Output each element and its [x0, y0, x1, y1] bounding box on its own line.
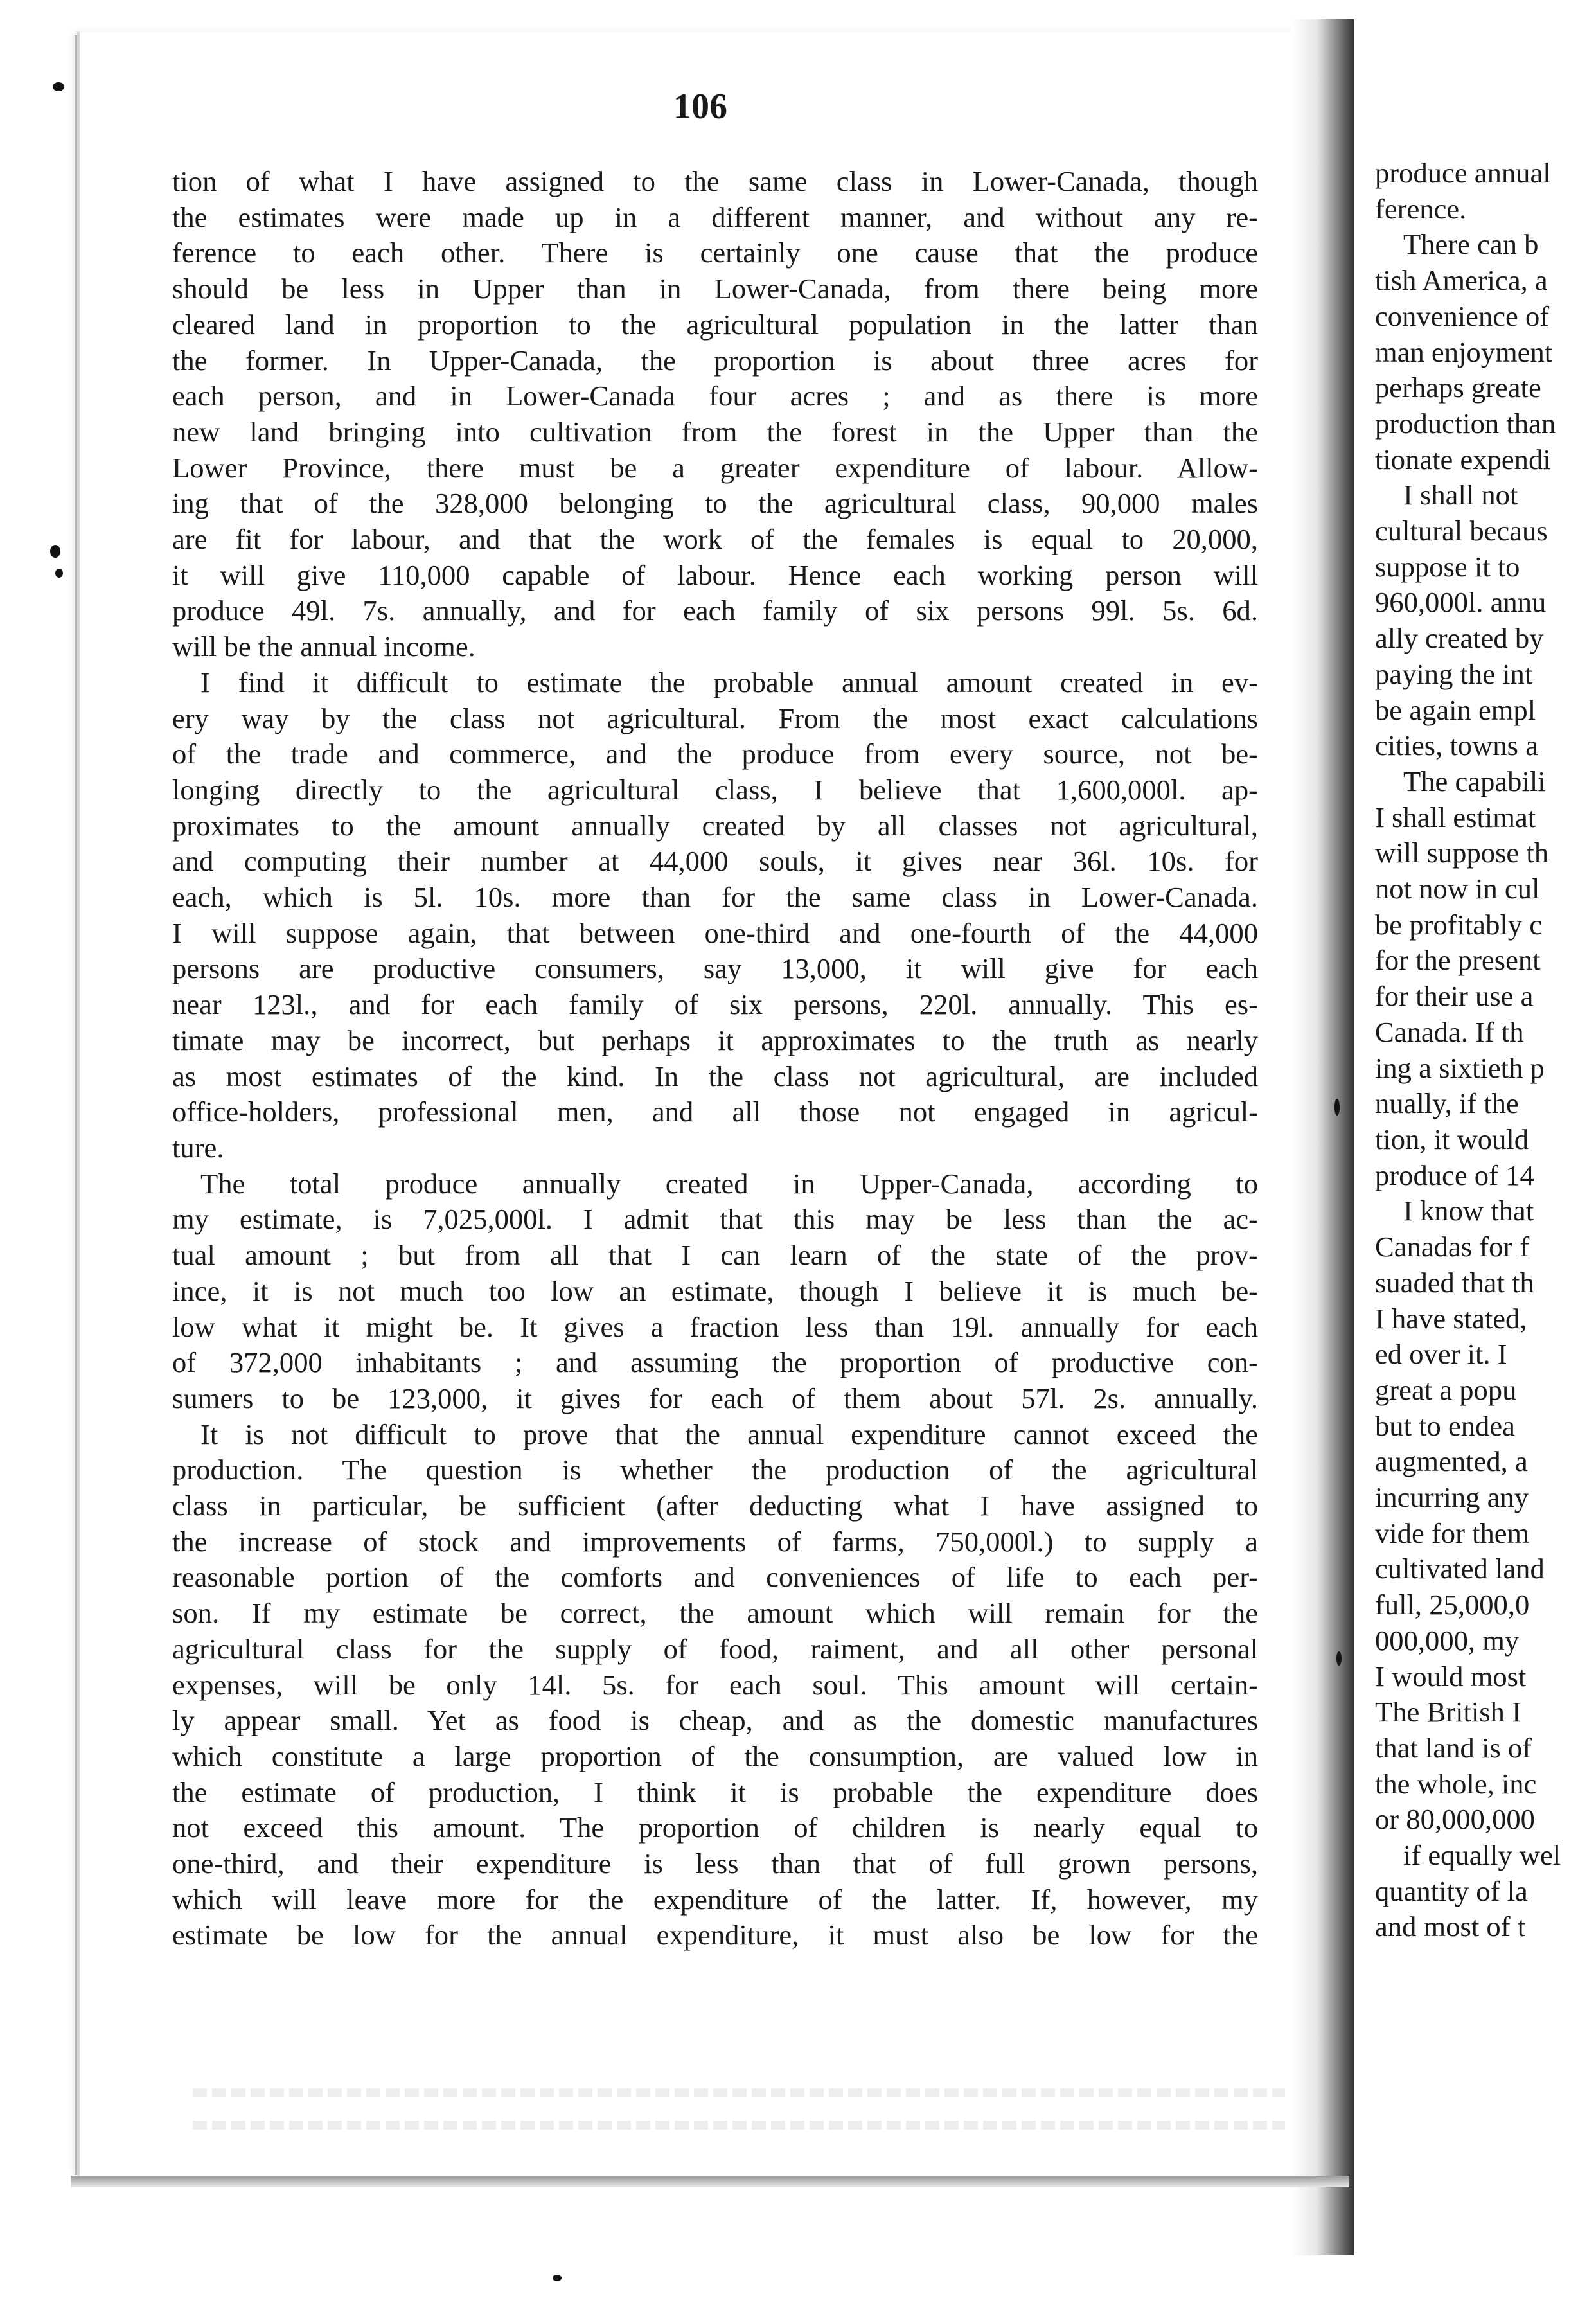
text-line: The capabili — [1403, 765, 1546, 797]
text-line: the whole, inc — [1375, 1767, 1537, 1800]
text-line: perhaps greate — [1375, 371, 1541, 404]
text-line: near 123l., and for each family of six persons, 220l. annually. This es- — [172, 988, 1258, 1021]
text-line: ince, it is not much too low an estimate, though I believe it is much be- — [172, 1274, 1258, 1307]
ink-speck — [1336, 1651, 1342, 1666]
text-line: of 372,000 inhabitants ; and assuming the proportion of productive con- — [172, 1346, 1258, 1379]
text-line: or 80,000,000 — [1375, 1803, 1535, 1836]
text-line: one-third, and their expenditure is less than that of full grown persons, — [172, 1847, 1258, 1880]
text-line: tish America, a — [1375, 264, 1548, 297]
text-line: convenience of — [1375, 299, 1550, 332]
right-page-body-text — [1375, 156, 1596, 1945]
text-line: class in particular, be sufficient (after deducting what I have assigned to — [172, 1489, 1258, 1522]
text-line: Lower Province, there must be a greater expenditure of labour. Allow- — [172, 451, 1258, 484]
text-line: proximates to the amount annually created by all classes not agricultural, — [172, 809, 1258, 842]
page-number: 106 — [673, 87, 727, 127]
text-line: son. If my estimate be correct, the amount which will remain for the — [172, 1597, 1258, 1630]
text-line: I will suppose again, that between one-third and one-fourth of the 44,000 — [172, 916, 1258, 949]
text-line: 960,000l. annu — [1375, 586, 1547, 619]
text-line: produce 49l. 7s. annually, and for each family of six persons 99l. 5s. 6d. — [172, 594, 1258, 627]
text-line: production than — [1375, 407, 1556, 440]
text-line: I have stated, — [1375, 1302, 1527, 1335]
text-line: will suppose th — [1375, 837, 1549, 869]
text-line: estimate be low for the annual expenditure, it must also be low for the — [172, 1919, 1258, 1952]
text-line: office-holders, professional men, and all those not engaged in agricul- — [172, 1096, 1258, 1128]
text-line: produce annual — [1375, 157, 1551, 189]
text-line: cities, towns a — [1375, 729, 1538, 762]
text-line: ery way by the class not agricultural. From the most exact calculations — [172, 702, 1258, 734]
text-line: each, which is 5l. 10s. more than for the same class in Lower-Canada. — [172, 881, 1258, 914]
text-line: production. The question is whether the production of the agricultural — [172, 1454, 1258, 1486]
text-line: I would most — [1375, 1660, 1527, 1693]
text-line: for the present — [1375, 944, 1541, 977]
text-line: man enjoyment — [1375, 335, 1553, 368]
text-line: tion, it would — [1375, 1123, 1529, 1155]
text-line: will be the annual income. — [172, 630, 475, 663]
text-line: ference. — [1375, 192, 1467, 225]
text-line: nually, if the — [1375, 1087, 1519, 1120]
book-gutter — [1291, 19, 1356, 2255]
text-line: Canadas for f — [1375, 1231, 1530, 1263]
text-line: and most of t — [1375, 1910, 1526, 1943]
text-line: the estimates were made up in a different manner, and without any re- — [172, 200, 1258, 233]
text-line: There can b — [1403, 228, 1539, 261]
text-line: sumers to be 123,000, it gives for each of them about 57l. 2s. annually. — [172, 1382, 1258, 1414]
text-line: which constitute a large proportion of the consumption, are valued low in — [172, 1739, 1258, 1772]
text-line: for their use a — [1375, 980, 1534, 1013]
bleed-through-text — [193, 2121, 1285, 2130]
text-line: should be less in Upper than in Lower-Canada, from there being more — [172, 272, 1258, 305]
text-line: tion of what I have assigned to the same class in Lower-Canada, though — [172, 165, 1258, 197]
text-line: and computing their number at 44,000 souls, it gives near 36l. 10s. for — [172, 845, 1258, 878]
text-line: tual amount ; but from all that I can learn of the state of the prov- — [172, 1239, 1258, 1272]
text-line: ference to each other. There is certainly one cause that the produce — [172, 236, 1258, 269]
text-line: the increase of stock and improvements of farms, 750,000l.) to supply a — [172, 1525, 1258, 1558]
text-line: not now in cul — [1375, 873, 1540, 905]
text-line: expenses, will be only 14l. 5s. for each soul. This amount will certain- — [172, 1668, 1258, 1701]
text-line: ing a sixtieth p — [1375, 1051, 1545, 1084]
text-line: quantity of la — [1375, 1874, 1528, 1907]
text-line: the estimate of production, I think it is probable the expenditure does — [172, 1775, 1258, 1808]
left-page-body-text — [172, 164, 1258, 1953]
ink-speck — [553, 2275, 562, 2281]
text-line: timate may be incorrect, but perhaps it approximates to the truth as nearly — [172, 1024, 1258, 1056]
text-line: that land is of — [1375, 1731, 1532, 1764]
text-line: tionate expendi — [1375, 443, 1551, 476]
text-line: longing directly to the agricultural class, I believe that 1,600,000l. ap- — [172, 773, 1258, 806]
text-line: my estimate, is 7,025,000l. I admit that this may be less than the ac- — [172, 1203, 1258, 1236]
text-line: incurring any — [1375, 1481, 1529, 1514]
ink-speck — [50, 545, 60, 558]
text-line: I shall not — [1403, 479, 1518, 511]
text-line: each person, and in Lower-Canada four acres ; and as there is more — [172, 380, 1258, 413]
text-line: it will give 110,000 capable of labour. Hence each working person will — [172, 558, 1258, 591]
text-line: 000,000, my — [1375, 1624, 1520, 1657]
text-line: ed over it. I — [1375, 1338, 1507, 1371]
text-line: I find it difficult to estimate the probable annual amount created in ev- — [200, 666, 1258, 698]
text-line: full, 25,000,0 — [1375, 1588, 1530, 1621]
ink-speck — [53, 82, 64, 91]
text-line: are fit for labour, and that the work of the females is equal to 20,000, — [172, 523, 1258, 556]
text-line: great a popu — [1375, 1373, 1517, 1406]
text-line: augmented, a — [1375, 1445, 1528, 1478]
text-line: The British I — [1375, 1696, 1521, 1729]
text-line: be again empl — [1375, 693, 1536, 726]
text-line: reasonable portion of the comforts and conveniences of life to each per- — [172, 1561, 1258, 1594]
text-line: the former. In Upper-Canada, the proportion is about three acres for — [172, 344, 1258, 377]
text-line: The total produce annually created in Upper-Canada, according to — [200, 1167, 1258, 1200]
ink-speck — [1334, 1099, 1340, 1116]
text-line: agricultural class for the supply of food, raiment, and all other personal — [172, 1632, 1258, 1665]
text-line: low what it might be. It gives a fraction less than 19l. annually for each — [172, 1310, 1258, 1343]
text-line: suppose it to — [1375, 550, 1520, 583]
text-line: but to endea — [1375, 1409, 1515, 1442]
text-line: which will leave more for the expenditure of the latter. If, however, my — [172, 1883, 1258, 1916]
text-line: I shall estimat — [1375, 801, 1536, 833]
text-line: if equally wel — [1403, 1839, 1561, 1872]
text-line: cultural becaus — [1375, 515, 1548, 547]
text-line: cleared land in proportion to the agricultural population in the latter than — [172, 308, 1258, 341]
page-bottom-edge — [71, 2176, 1349, 2187]
text-line: ture. — [172, 1131, 224, 1164]
text-line: be profitably c — [1375, 908, 1543, 941]
text-line: persons are productive consumers, say 13,000, it will give for each — [172, 952, 1258, 985]
text-line: as most estimates of the kind. In the class not agricultural, are included — [172, 1060, 1258, 1092]
text-line: vide for them — [1375, 1516, 1530, 1549]
text-line: It is not difficult to prove that the annual expenditure cannot exceed the — [200, 1418, 1258, 1450]
text-line: ing that of the 328,000 belonging to the agricultural class, 90,000 males — [172, 487, 1258, 520]
text-line: ly appear small. Yet as food is cheap, and as the domestic manufactures — [172, 1704, 1258, 1737]
text-line: cultivated land — [1375, 1552, 1545, 1585]
text-line: suaded that th — [1375, 1266, 1534, 1299]
text-line: I know that — [1403, 1195, 1534, 1227]
text-line: produce of 14 — [1375, 1159, 1534, 1191]
bleed-through-text — [193, 2088, 1285, 2097]
text-line: of the trade and commerce, and the produce from every source, not be- — [172, 738, 1258, 770]
text-line: new land bringing into cultivation from the forest in the Upper than the — [172, 415, 1258, 448]
text-line: ally created by — [1375, 622, 1544, 655]
ink-speck — [55, 569, 63, 578]
text-line: paying the int — [1375, 657, 1533, 690]
text-line: Canada. If th — [1375, 1015, 1524, 1048]
text-line: not exceed this amount. The proportion of children is nearly equal to — [172, 1811, 1258, 1844]
